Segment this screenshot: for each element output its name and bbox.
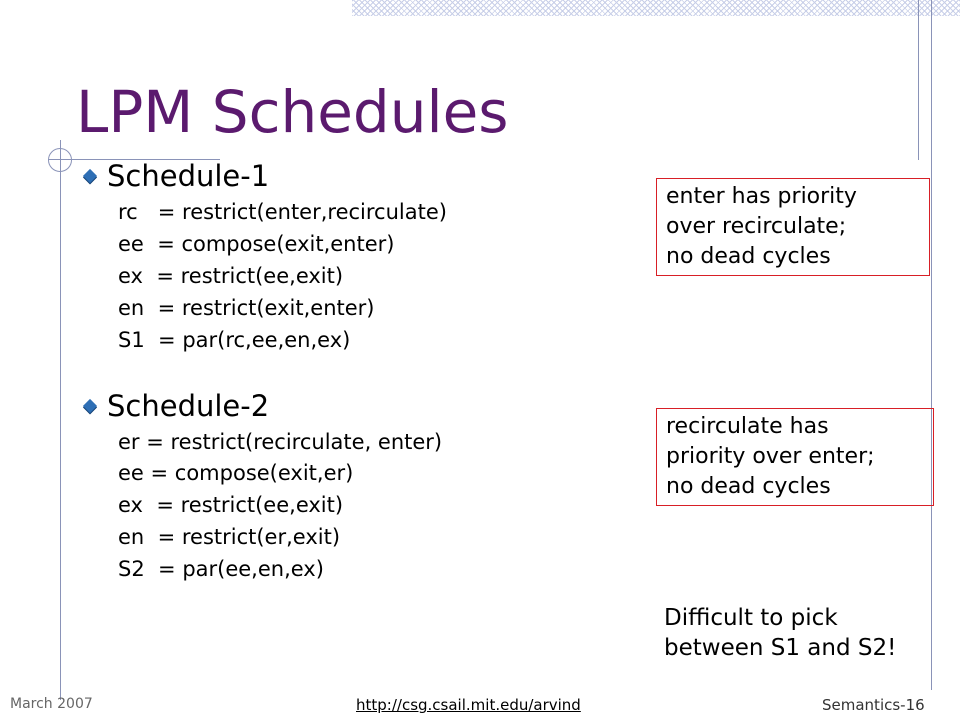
schedule-1-line: ex = restrict(ee,exit): [118, 264, 344, 288]
vertical-rule-far-right: [931, 0, 932, 690]
hatched-banner: [352, 0, 960, 16]
schedule-2-line: en = restrict(er,exit): [118, 525, 341, 549]
schedule-2-note-box: recirculate has priority over enter; no dead cycles: [656, 408, 934, 506]
footer-date: March 2007: [10, 696, 93, 712]
footer-page-number: Semantics-16: [822, 696, 925, 714]
schedule-2-line: ex = restrict(ee,exit): [118, 493, 344, 517]
schedule-1-line: S1 = par(rc,ee,en,ex): [118, 328, 351, 352]
schedule-2-line: ee = compose(exit,er): [118, 461, 354, 485]
schedule-2-line: S2 = par(ee,en,ex): [118, 557, 324, 581]
schedule-1-note-box: enter has priority over recirculate; no dead cycles: [656, 178, 930, 276]
diamond-bullet-icon: [83, 399, 97, 413]
schedule-1-line: ee = compose(exit,enter): [118, 232, 395, 256]
conclusion-text: Difficult to pick between S1 and S2!: [664, 605, 897, 661]
vertical-rule-right: [918, 0, 919, 160]
schedule-2-heading: Schedule-2: [107, 389, 270, 423]
schedule-1-line: rc = restrict(enter,recirculate): [118, 200, 447, 224]
schedule-1-line: en = restrict(exit,enter): [118, 296, 375, 320]
diamond-bullet-icon: [83, 169, 97, 183]
slide-title: LPM Schedules: [76, 78, 509, 146]
vertical-rule-left: [60, 140, 61, 700]
circle-ornament: [48, 148, 72, 172]
schedule-1-heading: Schedule-1: [107, 159, 270, 193]
footer-url-link[interactable]: http://csg.csail.mit.edu/arvind: [356, 696, 581, 714]
schedule-2-line: er = restrict(recirculate, enter): [118, 430, 443, 454]
